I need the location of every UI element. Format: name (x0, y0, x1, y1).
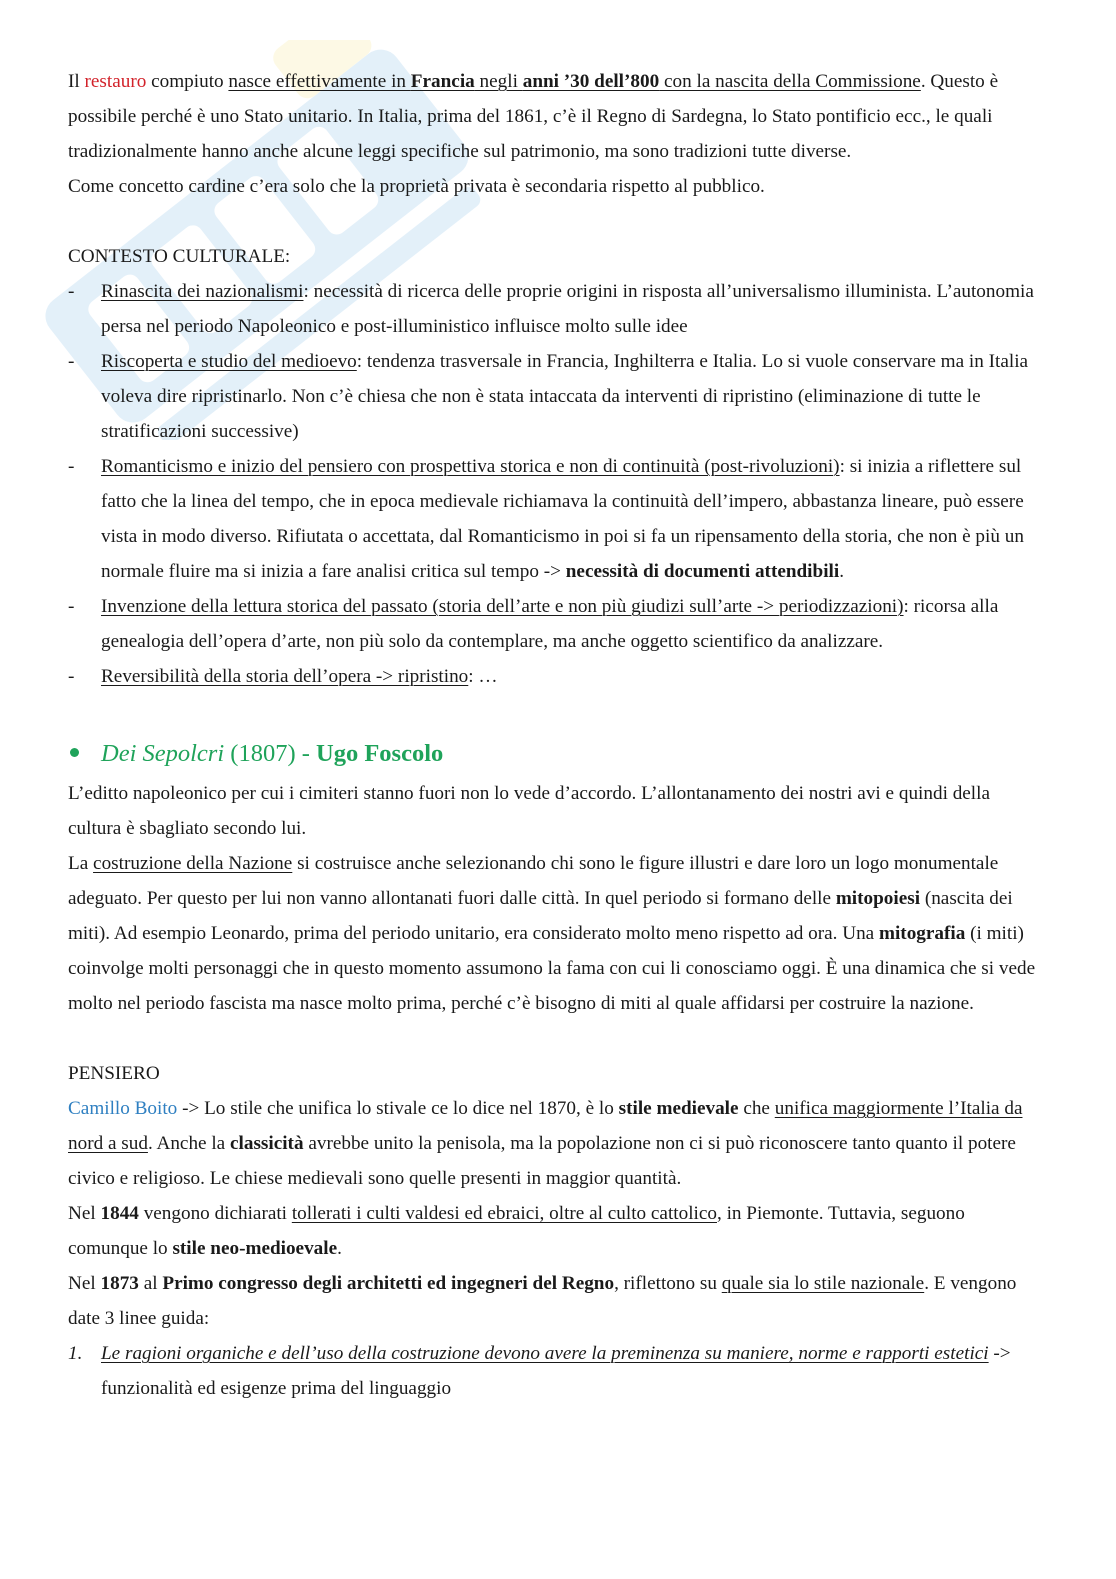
sepolcri-paragraph-2: La costruzione della Nazione si costruisce anche selezionando chi sono le figure illustri e dare loro un logo monumentale adeguato. Per questo per lui non vanno allontanati fuori dalle città. In quel periodo si formano delle mitopoiesi (nascita dei miti). Ad esempio Leonardo, prima del periodo unitario, era considerato molto meno rispetto ad ora. Una mitografia (i miti) coinvolge molti personaggi che in questo momento assumono la fama con cui li conosciamo oggi. È una dinamica che si vede molto nel periodo fascista ma nasce molto prima, perché c’è bisogno di miti al quale affidarsi per costruire la nazione. (68, 853, 1036, 1014)
pensiero-paragraph-1: Camillo Boito -> Lo stile che unifica lo stivale ce lo dice nel 1870, è lo stile medievale che unifica maggiormente l’Italia da nord a sud. Anche la classicità avrebbe unito la penisola, ma la popolazione non ci si può riconoscere tanto quanto il potere civico e religioso. Le chiese medievali sono quelle presenti in maggior quantità. (68, 1098, 1023, 1189)
intro-paragraph: Il restauro compiuto nasce effettivamente in Francia negli anni ’30 dell’800 con la nascita della Commissione. Questo è possibile perché è uno Stato unitario. In Italia, prima del 1861, c’è il Regno di Sardegna, lo Stato pontificio ecc., le quali tradizionalmente hanno anche alcune leggi specifiche sul patrimonio, ma sono tradizioni tutte diverse. (68, 71, 999, 162)
restauro-term: restauro (84, 71, 147, 92)
contesto-list (68, 274, 1048, 694)
sepolcri-paragraph-1: L’editto napoleonico per cui i cimiteri stanno fuori non lo vede d’accordo. L’allontanamento dei nostri avi e quindi della cultura è sbagliato secondo lui. (68, 783, 990, 839)
boito-name: Camillo Boito (68, 1098, 178, 1119)
bullet-icon (70, 748, 79, 757)
intro-line-2: Come concetto cardine c’era solo che la proprietà privata è secondaria rispetto al pubblico. (68, 176, 765, 197)
pensiero-paragraph-2: Nel 1844 vengono dichiarati tollerati i culti valdesi ed ebraici, oltre al culto cattolico, in Piemonte. Tuttavia, seguono comunque lo stile neo-medioevale. (68, 1203, 965, 1259)
list-item: - Reversibilità della storia dell’opera -> ripristino: … (68, 659, 1048, 694)
document-body (68, 64, 1048, 1406)
list-item: - Rinascita dei nazionalismi: necessità di ricerca delle proprie origini in risposta all’universalismo illuminista. L’autonomia persa nel periodo Napoleonico e post-illuministico influisce molto sulle idee (68, 274, 1048, 344)
list-item: - Invenzione della lettura storica del passato (storia dell’arte e non più giudizi sull’arte -> periodizzazioni): ricorsa alla genealogia dell’opera d’arte, non più solo da contemplare, ma anche oggetto scientifico da analizzare. (68, 589, 1048, 659)
pensiero-paragraph-3: Nel 1873 al Primo congresso degli architetti ed ingegneri del Regno, riflettono su quale sia lo stile nazionale. E vengono date 3 linee guida: (68, 1273, 1017, 1329)
pensiero-title: PENSIERO (68, 1063, 160, 1084)
guidelines-list (68, 1336, 1048, 1406)
contesto-title: CONTESTO CULTURALE: (68, 246, 291, 267)
list-item: 1. Le ragioni organiche e dell’uso della costruzione devono avere la preminenza su maniere, norme e rapporti estetici -> funzionalità ed esigenze prima del linguaggio (68, 1343, 1011, 1399)
list-item: - Romanticismo e inizio del pensiero con prospettiva storica e non di continuità (post-rivoluzioni): si inizia a riflettere sul fatto che la linea del tempo, che in epoca medievale richiamava la continuità dell’impero, abbastanza lineare, può essere vista in modo diverso. Rifiutata o accettata, dal Romanticismo in poi si fa un ripensamento della storia, che non è più un normale fluire ma si inizia a fare analisi critica sul tempo -> necessità di documenti attendibili. (68, 449, 1048, 589)
list-item: - Riscoperta e studio del medioevo: tendenza trasversale in Francia, Inghilterra e Italia. Lo si vuole conservare ma in Italia voleva dire ripristinarlo. Non c’è chiesa che non è stata intaccata da interventi di ripristino (eliminazione di tutte le stratificazioni successive) (68, 344, 1048, 449)
sepolcri-heading: Dei Sepolcri (1807) - Ugo Foscolo (68, 734, 1048, 774)
